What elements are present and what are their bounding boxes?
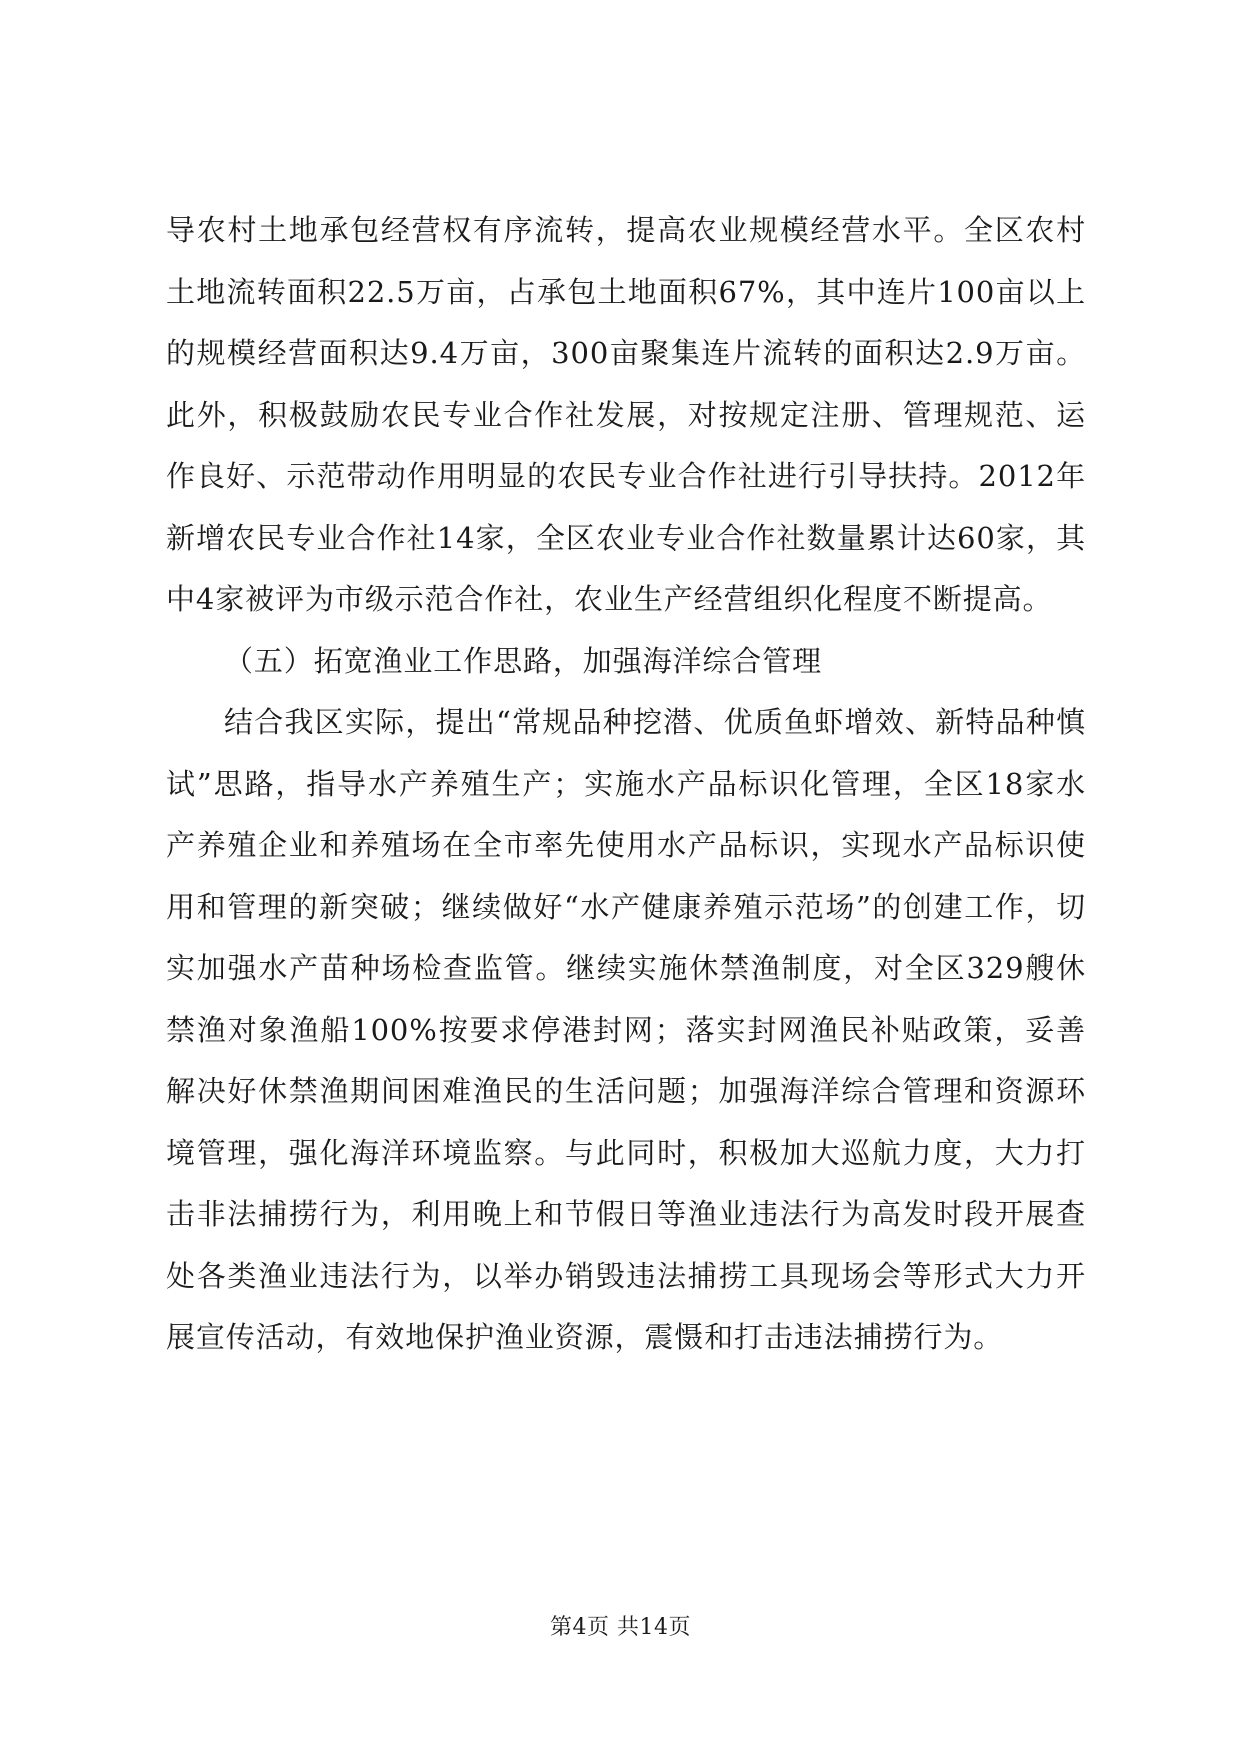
section-heading: （五）拓宽渔业工作思路，加强海洋综合管理 (224, 643, 823, 678)
paragraph-fisheries: 结合我区实际，提出“常规品种挖潜、优质鱼虾增效、新特品种慎试”思路，指导水产养殖生产；实施水产品标识化管理，全区18家水产养殖企业和养殖场在全市率先使用水产品标识，实现水产品标识使用和管理的新突破；继续做好“水产健康养殖示范场”的创建工作，切实加强水产苗种场检查监管。继续实施休禁渔制度，对全区329艘休禁渔对象渔船100%按要求停港封网；落实封网渔民补贴政策，妥善解决好休禁渔期间困难渔民的生活问题；加强海洋综合管理和资源环境管理，强化海洋环境监察。与此同时，积极加大巡航力度，大力打击非法捕捞行为，利用晚上和节假日等渔业违法行为高发时段开展查处各类渔业违法行为，以举办销毁违法捕捞工具现场会等形式大力开展宣传活动，有效地保护渔业资源，震慑和打击违法捕捞行为。 (166, 705, 1086, 1354)
page-footer (0, 1610, 1241, 1641)
page-number-label: 第4页 共14页 (550, 1615, 691, 1640)
paragraph-continuation: 导农村土地承包经营权有序流转，提高农业规模经营水平。全区农村土地流转面积22.5万亩，占承包土地面积67%，其中连片100亩以上的规模经营面积达9.4万亩，300亩聚集连片流转的面积达2.9万亩。此外，积极鼓励农民专业合作社发展，对按规定注册、管理规范、运作良好、示范带动作用明显的农民专业合作社进行引导扶持。2012年新增农民专业合作社14家，全区农业专业合作社数量累计达60家，其中4家被评为市级示范合作社，农业生产经营组织化程度不断提高。 (166, 213, 1086, 616)
body-text (166, 200, 1086, 1369)
